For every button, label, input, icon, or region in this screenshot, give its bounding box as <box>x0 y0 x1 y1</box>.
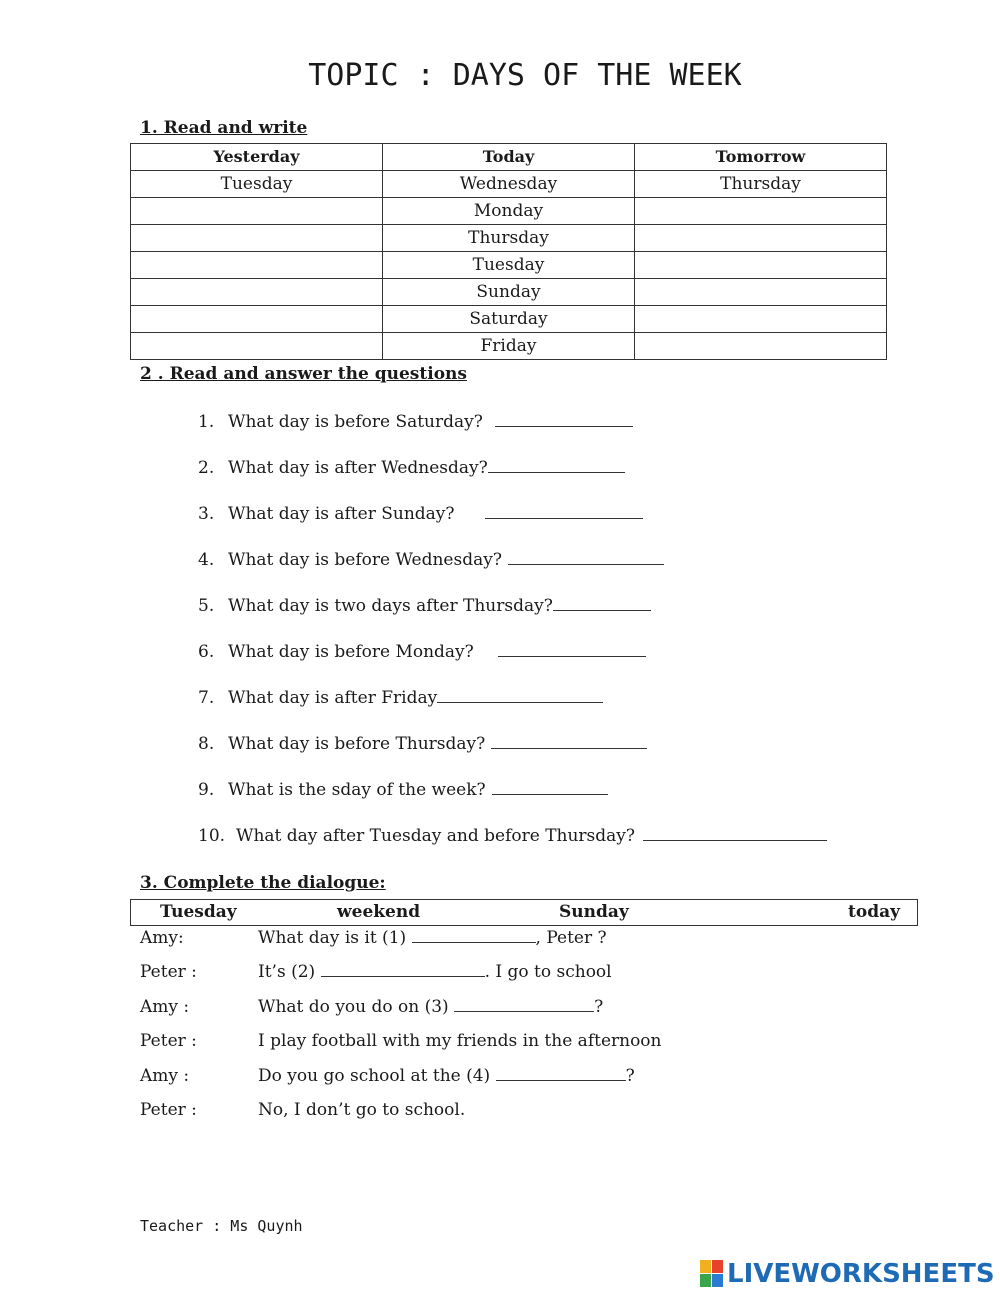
speaker: Amy: <box>140 928 184 948</box>
answer-blank[interactable] <box>553 596 651 611</box>
header-today: Today <box>383 144 635 171</box>
speaker: Peter : <box>140 1100 197 1120</box>
table-row <box>131 279 887 306</box>
dialogue-blank-3[interactable] <box>454 997 594 1012</box>
table-row <box>131 252 887 279</box>
speaker: Peter : <box>140 962 197 982</box>
question-6 <box>198 642 646 662</box>
answer-blank[interactable] <box>437 688 603 703</box>
word-tuesday: Tuesday <box>160 902 237 922</box>
teacher-credit: Teacher : Ms Quynh <box>140 1217 303 1235</box>
cell-today: Saturday <box>383 306 635 333</box>
table-row <box>131 171 887 198</box>
speaker: Peter : <box>140 1031 197 1051</box>
question-10 <box>198 826 827 846</box>
liveworksheets-logo[interactable] <box>700 1259 995 1289</box>
question-text: What is the sday of the week? <box>228 780 486 800</box>
cell-tomorrow[interactable] <box>635 252 887 279</box>
question-text: What day after Tuesday and before Thursday? <box>236 826 636 846</box>
question-text: What day is after Wednesday? <box>228 458 488 478</box>
question-number: 1. <box>198 412 215 432</box>
question-number: 3. <box>198 504 215 524</box>
question-4 <box>198 550 664 570</box>
cell-tomorrow[interactable] <box>635 225 887 252</box>
question-7 <box>198 688 603 708</box>
line-text-after: ? <box>594 997 604 1017</box>
table-header-row <box>131 144 887 171</box>
line-text: Do you go school at the (4) <box>258 1066 491 1086</box>
cell-tomorrow[interactable] <box>635 198 887 225</box>
page-title: TOPIC : DAYS OF THE WEEK <box>308 58 742 93</box>
cell-yesterday[interactable] <box>131 225 383 252</box>
table-row <box>131 333 887 360</box>
question-3 <box>198 504 643 524</box>
dialogue-blank-1[interactable] <box>412 928 536 943</box>
cell-tomorrow[interactable] <box>635 279 887 306</box>
answer-blank[interactable] <box>492 780 608 795</box>
question-2 <box>198 458 625 478</box>
section1-heading: 1. Read and write <box>140 118 308 138</box>
dialogue-blank-4[interactable] <box>496 1066 626 1081</box>
dialogue-line-4 <box>140 1031 662 1051</box>
question-number: 4. <box>198 550 215 570</box>
answer-blank[interactable] <box>643 826 827 841</box>
question-8 <box>198 734 647 754</box>
dialogue-line-3 <box>140 997 603 1017</box>
section2-heading: 2 . Read and answer the questions <box>140 364 467 384</box>
logo-blocks-icon <box>700 1260 724 1288</box>
question-text: What day is before Wednesday? <box>228 550 502 570</box>
question-number: 9. <box>198 780 215 800</box>
line-text: It’s (2) <box>258 962 316 982</box>
answer-blank[interactable] <box>495 412 633 427</box>
cell-yesterday: Tuesday <box>131 171 383 198</box>
cell-today: Sunday <box>383 279 635 306</box>
answer-blank[interactable] <box>488 458 625 473</box>
question-5 <box>198 596 651 616</box>
question-text: What day is before Monday? <box>228 642 474 662</box>
line-text: No, I don’t go to school. <box>258 1100 466 1120</box>
section3-heading: 3. Complete the dialogue: <box>140 873 386 893</box>
question-number: 7. <box>198 688 215 708</box>
dialogue-line-1 <box>140 928 607 948</box>
answer-blank[interactable] <box>491 734 647 749</box>
question-number: 2. <box>198 458 215 478</box>
cell-tomorrow[interactable] <box>635 306 887 333</box>
question-number: 5. <box>198 596 215 616</box>
cell-yesterday[interactable] <box>131 198 383 225</box>
header-tomorrow: Tomorrow <box>635 144 887 171</box>
answer-blank[interactable] <box>498 642 646 657</box>
cell-today: Friday <box>383 333 635 360</box>
line-text: What do you do on (3) <box>258 997 449 1017</box>
cell-yesterday[interactable] <box>131 252 383 279</box>
cell-yesterday[interactable] <box>131 279 383 306</box>
brand-name: LIVEWORKSHEETS <box>727 1259 995 1289</box>
question-9 <box>198 780 608 800</box>
cell-yesterday[interactable] <box>131 333 383 360</box>
line-text-after: , Peter ? <box>535 928 607 948</box>
question-text: What day is before Saturday? <box>228 412 483 432</box>
dialogue-blank-2[interactable] <box>321 962 485 977</box>
cell-today: Thursday <box>383 225 635 252</box>
line-text-after: ? <box>625 1066 635 1086</box>
answer-blank[interactable] <box>508 550 664 565</box>
dialogue-line-6 <box>140 1100 465 1120</box>
question-number: 10. <box>198 826 226 846</box>
cell-today: Wednesday <box>383 171 635 198</box>
days-table <box>130 143 887 360</box>
question-text: What day is after Sunday? <box>228 504 455 524</box>
dialogue-line-5 <box>140 1066 635 1086</box>
line-text: I play football with my friends in the afternoon <box>258 1031 662 1051</box>
question-number: 6. <box>198 642 215 662</box>
question-number: 8. <box>198 734 215 754</box>
answer-blank[interactable] <box>485 504 643 519</box>
table-row <box>131 198 887 225</box>
question-text: What day is before Thursday? <box>228 734 486 754</box>
line-text: What day is it (1) <box>258 928 407 948</box>
cell-tomorrow[interactable] <box>635 333 887 360</box>
question-text: What day is two days after Thursday? <box>228 596 553 616</box>
table-row <box>131 225 887 252</box>
question-text: What day is after Friday <box>228 688 438 708</box>
table-row <box>131 306 887 333</box>
cell-tomorrow: Thursday <box>635 171 887 198</box>
word-sunday: Sunday <box>559 902 629 922</box>
speaker: Amy : <box>140 1066 190 1086</box>
word-weekend: weekend <box>337 902 421 922</box>
question-1 <box>198 412 633 432</box>
dialogue-line-2 <box>140 962 612 982</box>
cell-today: Tuesday <box>383 252 635 279</box>
speaker: Amy : <box>140 997 190 1017</box>
cell-yesterday[interactable] <box>131 306 383 333</box>
header-yesterday: Yesterday <box>131 144 383 171</box>
cell-today: Monday <box>383 198 635 225</box>
word-bank <box>130 899 918 926</box>
word-today: today <box>848 902 900 922</box>
line-text-after: . I go to school <box>484 962 612 982</box>
